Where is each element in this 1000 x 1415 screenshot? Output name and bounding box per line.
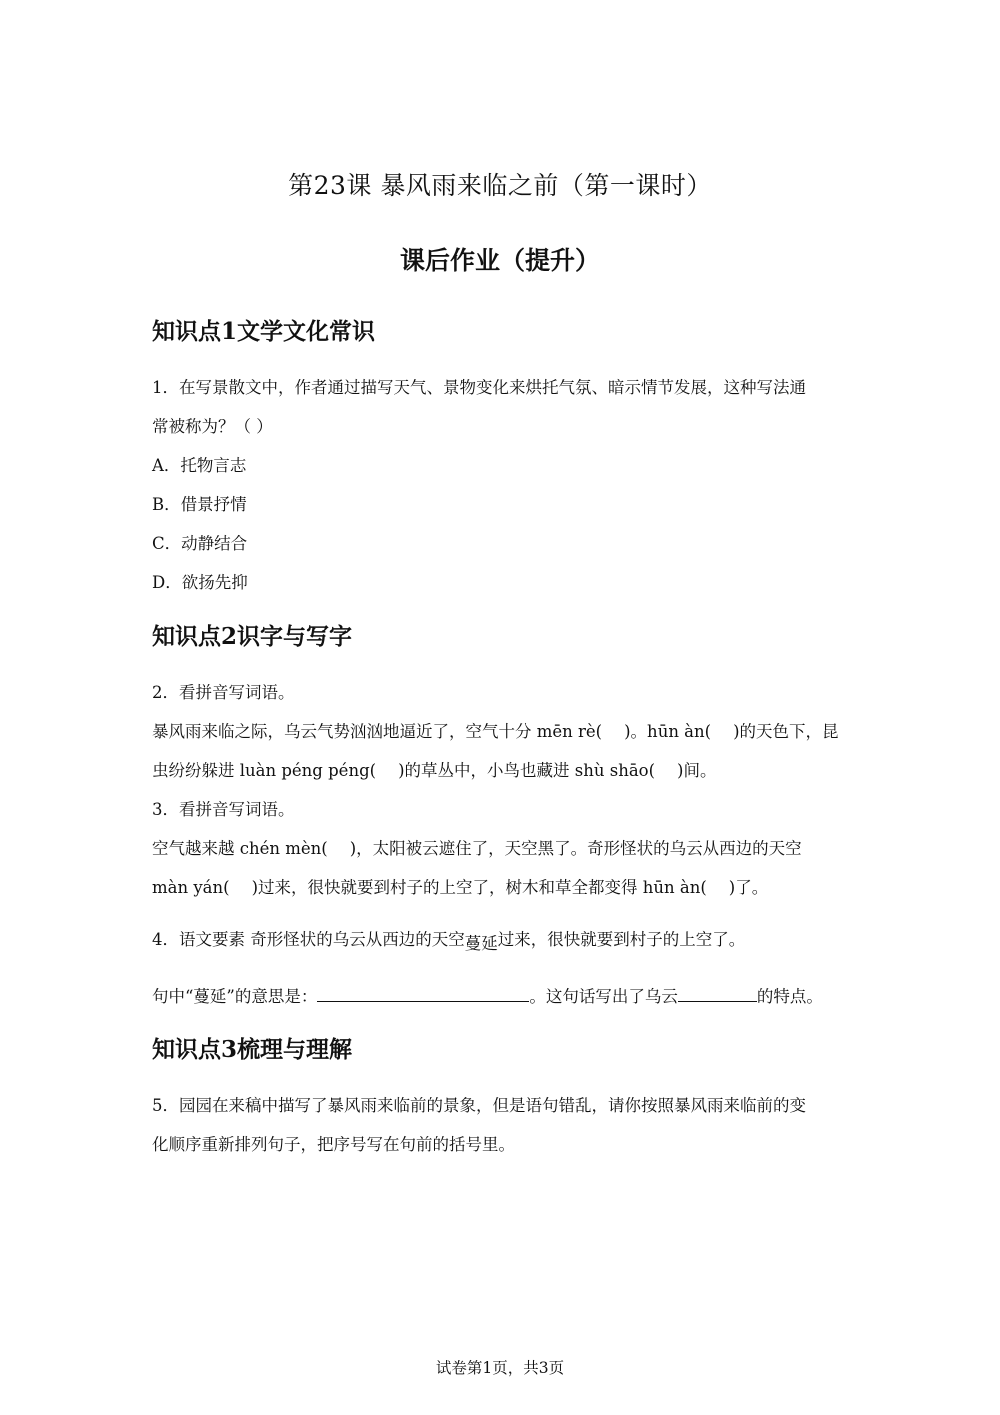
q1-stem-line1: 1．在写景散文中，作者通过描写天气、景物变化来烘托气氛、暗示情节发展，这种写法通 — [152, 378, 806, 397]
q4-meaning-blank[interactable] — [317, 984, 529, 1002]
q1-option-c: C．动静结合 — [152, 534, 248, 553]
q2-text-2c: )间。 — [677, 761, 717, 780]
page-footer: 试卷第1页，共3页 — [435, 1359, 565, 1377]
q3-text-2c: )了。 — [728, 878, 769, 897]
q2-passage-line2 — [152, 757, 716, 781]
q4-text-2a: 句中“蔓延”的意思是： — [152, 987, 318, 1006]
q3-text-2a: màn yán( — [152, 878, 230, 897]
q1-option-b: B．借景抒情 — [152, 495, 247, 514]
q4-emphasized-word: 蔓延 — [464, 934, 498, 953]
q3-stem: 3．看拼音写词语。 — [152, 800, 295, 819]
q5-stem-line1: 5．园园在来稿中描写了暴风雨来临前的景象，但是语句错乱，请你按照暴风雨来临前的变 — [152, 1096, 806, 1115]
q1-stem-line2: 常被称为？（ ） — [152, 417, 273, 436]
q4-text-2b: 。这句话写出了乌云 — [529, 987, 678, 1006]
q3-passage-line2 — [152, 874, 768, 898]
q4-text-2c: 的特点。 — [756, 987, 823, 1006]
section-heading-1: 知识点1文学文化常识 — [152, 318, 376, 345]
q1-option-a: A．托物言志 — [152, 456, 247, 475]
q2-passage-line1 — [152, 718, 839, 742]
q4-text-1b: 过来，很快就要到村子的上空了。 — [497, 930, 746, 949]
q2-text-1b: )。hūn àn( — [624, 722, 712, 741]
lesson-title: 第23课 暴风雨来临之前（第一课时） — [288, 171, 712, 200]
q2-text-1a: 暴风雨来临之际，乌云气势汹汹地逼近了，空气十分 mēn rè( — [152, 722, 603, 741]
q2-stem: 2．看拼音写词语。 — [152, 683, 295, 702]
q3-text-1b: )，太阳被云遮住了，天空黑了。奇形怪状的乌云从西边的天空 — [349, 839, 802, 858]
q5-stem-line2: 化顺序重新排列句子，把序号写在句前的括号里。 — [152, 1135, 515, 1154]
q2-text-2a: 虫纷纷躲进 luàn péng péng( — [152, 761, 377, 780]
section-heading-3: 知识点3梳理与理解 — [152, 1036, 353, 1063]
q3-text-1a: 空气越来越 chén mèn( — [152, 839, 328, 858]
q3-passage-line1 — [152, 835, 802, 859]
q2-text-2b: )的草丛中，小鸟也藏进 shù shāo( — [398, 761, 656, 780]
q3-text-2b: )过来，很快就要到村子的上空了，树木和草全都变得 hūn àn( — [251, 878, 707, 897]
section-heading-2: 知识点2识字与写字 — [152, 623, 353, 650]
q4-text-1a: 4．语文要素 奇形怪状的乌云从西边的天空 — [152, 930, 465, 949]
q2-text-1c: )的天色下，昆 — [733, 722, 839, 741]
q4-feature-blank[interactable] — [678, 984, 757, 1002]
q4-question-line — [152, 983, 823, 1007]
q1-option-d: D．欲扬先抑 — [152, 573, 248, 592]
q4-sentence-line — [152, 926, 746, 953]
homework-subtitle: 课后作业（提升） — [399, 246, 600, 275]
